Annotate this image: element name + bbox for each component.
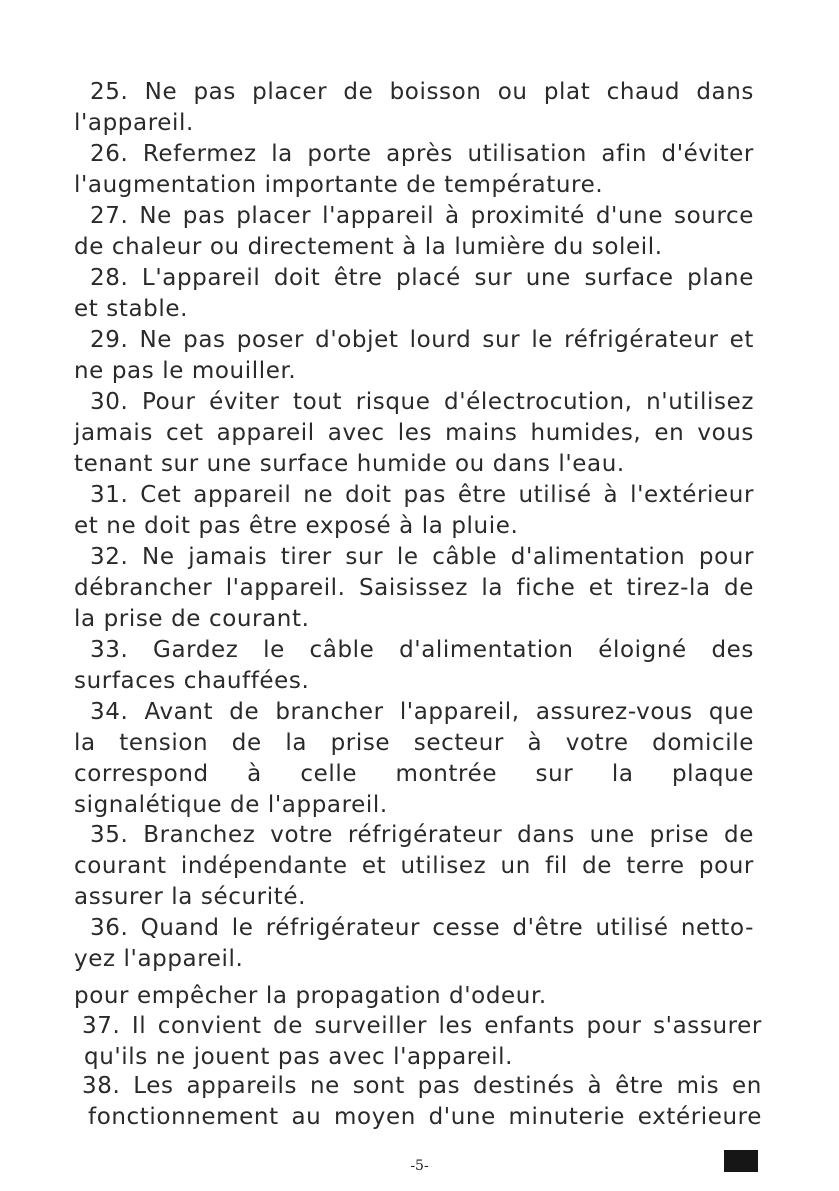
item-line: l'appareil. — [74, 110, 194, 136]
item-line: débrancher l'appareil. Saisissez la fiche et tirez-la de — [74, 575, 754, 601]
safety-item-28 — [74, 263, 754, 325]
item-line: 30. Pour éviter tout risque d'électrocution, n'utilisez — [90, 389, 754, 415]
item-line: tenant sur une surface humide ou dans l'eau. — [74, 451, 625, 477]
safety-item-32 — [74, 542, 754, 635]
item-line: 25. Ne pas placer de boisson ou plat chaud dans — [90, 79, 754, 105]
item-line: 28. L'appareil doit être placé sur une surface plane — [90, 265, 754, 291]
safety-item-38 — [82, 1071, 762, 1133]
item-line: qu'ils ne jouent pas avec l'appareil. — [84, 1044, 514, 1070]
safety-item-29 — [74, 325, 754, 387]
item-line: 31. Cet appareil ne doit pas être utilisé à l'extérieur — [90, 482, 754, 508]
page-number: -5- — [410, 1158, 429, 1174]
item-line: et ne doit pas être exposé à la pluie. — [74, 513, 519, 539]
safety-item-25 — [74, 77, 754, 139]
item-line: 27. Ne pas placer l'appareil à proximité d'une source — [90, 203, 754, 229]
item-line: surfaces chauffées. — [74, 668, 310, 694]
item-line: l'augmentation importante de température. — [74, 172, 604, 198]
item-line: 35. Branchez votre réfrigérateur dans une prise de — [90, 822, 754, 848]
item-line: jamais cet appareil avec les mains humides, en vous — [74, 420, 754, 446]
item-line: correspond à celle montrée sur la plaque — [74, 761, 754, 787]
item-line: 26. Refermez la porte après utilisation afin d'éviter — [90, 141, 754, 167]
item-line: 29. Ne pas poser d'objet lourd sur le réfrigérateur et — [90, 327, 754, 353]
item-line: la prise de courant. — [74, 606, 310, 632]
safety-item-34 — [74, 697, 754, 821]
safety-item-36 — [74, 913, 754, 1012]
item-line: de chaleur ou directement à la lumière du soleil. — [74, 234, 663, 260]
safety-item-27 — [74, 201, 754, 263]
item-line: 38. Les appareils ne sont pas destinés à être mis en — [82, 1073, 762, 1099]
item-line: 33. Gardez le câble d'alimentation éloigné des — [90, 637, 754, 663]
page-corner-mark — [724, 1150, 758, 1172]
item-line: la tension de la prise secteur à votre domicile — [74, 730, 754, 756]
item-line: 32. Ne jamais tirer sur le câble d'alimentation pour — [90, 544, 754, 570]
item-line: 34. Avant de brancher l'appareil, assurez-vous que — [90, 699, 754, 725]
item-line: pour empêcher la propagation d'odeur. — [74, 983, 547, 1009]
item-line: signalétique de l'appareil. — [74, 792, 388, 818]
item-line: fonctionnement au moyen d'une minuterie extérieure — [88, 1104, 762, 1130]
safety-item-33 — [74, 635, 754, 697]
item-line: 36. Quand le réfrigérateur cesse d'être utilisé netto- — [90, 915, 754, 941]
safety-item-26 — [74, 139, 754, 201]
item-line: ne pas le mouiller. — [74, 358, 297, 384]
safety-item-35 — [74, 820, 754, 913]
item-line: et stable. — [74, 296, 189, 322]
safety-item-31 — [74, 480, 754, 542]
item-line: courant indépendante et utilisez un fil de terre pour — [74, 853, 754, 879]
item-line: 37. Il convient de surveiller les enfants pour s'assurer — [82, 1013, 762, 1039]
safety-item-30 — [74, 387, 754, 480]
safety-item-37 — [82, 1011, 762, 1073]
item-line: yez l'appareil. — [74, 946, 244, 972]
item-line: assurer la sécurité. — [74, 884, 306, 910]
